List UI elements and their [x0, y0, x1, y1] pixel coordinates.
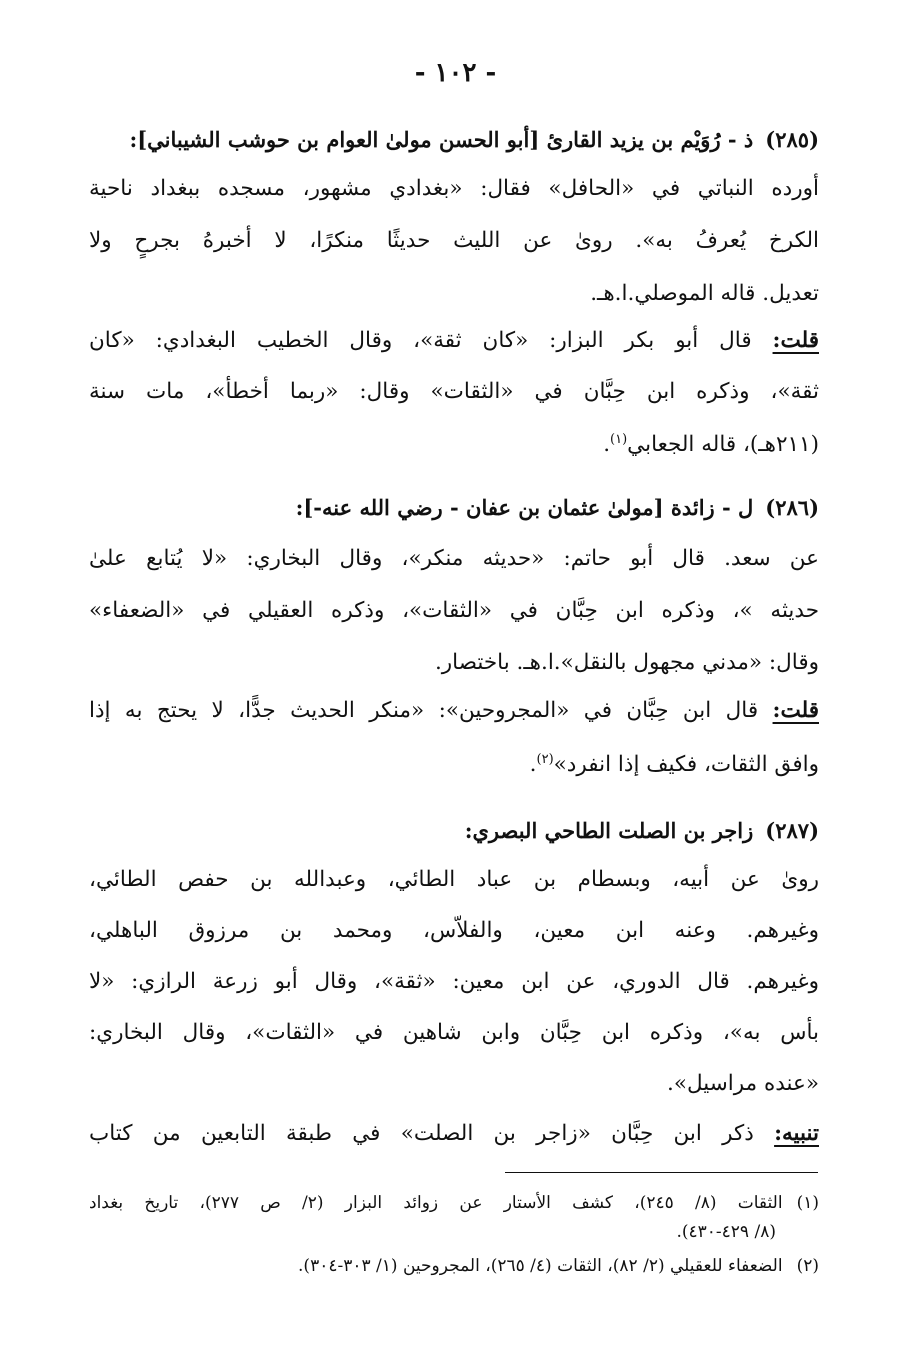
entry-number: (٢٨٥) [765, 127, 819, 152]
footnote-number: (٢) [796, 1256, 819, 1276]
body-line [89, 753, 819, 776]
body-text: وافق الثقات، فكيف إذا انفرد» [553, 752, 819, 778]
qult-label: قلت: [772, 698, 819, 723]
body-line: أورده النباتي في «الحافل» فقال: «بغدادي مشهور، مسجده ببغداد ناحية [89, 176, 819, 201]
body-line: الكرخ يُعرفُ به». روىٰ عن الليث حديثًا منكرًا، لا أخبرهُ بجرحٍ ولا [89, 228, 819, 253]
footnote-ref[interactable]: (١) [610, 432, 628, 447]
entry-heading [89, 495, 819, 520]
footnote-number: (١) [796, 1193, 819, 1213]
entry-title: ل - زائدة [مولىٰ عثمان بن عفان - رضي الله عنه-]: [295, 495, 754, 520]
tanbih-text: ذكر ابن حِبَّان «زاجر بن الصلت» في طبقة التابعين من كتاب [89, 1121, 754, 1146]
entry-number: (٢٨٧) [765, 818, 819, 843]
footnote-line [89, 1256, 819, 1276]
footnote-text: الثقات (٨/ ٢٤٥)، كشف الأستار عن زوائد البزار (٢/ ص ٢٧٧)، تاريخ بغداد [89, 1193, 783, 1213]
body-text: (٢١١هـ)، قاله الجعابي [627, 432, 819, 458]
end-mark: . [603, 432, 611, 458]
tanbih-label: تنبيه: [774, 1121, 819, 1146]
body-line [89, 433, 819, 456]
footnote-line: (٨/ ٤٢٩-٤٣٠). [676, 1222, 776, 1242]
footnote-line [89, 1193, 819, 1213]
body-line: وغيرهم. قال الدوري، عن ابن معين: «ثقة»، وقال أبو زرعة الرازي: «لا [89, 969, 820, 994]
body-line: حديثه »، وذكره ابن حِبَّان في «الثقات»، وذكره العقيلي في «الضعفاء» [89, 598, 819, 623]
body-line: بأس به»، وذكره ابن حِبَّان وابن شاهين في «الثقات»، وقال البخاري: [89, 1020, 819, 1045]
qult-line [89, 330, 819, 352]
qult-line [89, 700, 819, 722]
entry-heading [89, 818, 819, 843]
entry-title: زاجر بن الصلت الطاحي البصري: [464, 818, 754, 843]
body-line: وغيرهم. وعنه ابن معين، والفلاّس، ومحمد بن مرزوق الباهلي، [89, 918, 819, 943]
body-line: «عنده مراسيل». [667, 1071, 819, 1096]
tanbih-line [89, 1123, 819, 1145]
qult-text: قال ابن حِبَّان في «المجروحين»: «منكر الحديث جدًّا، لا يحتج به إذا [89, 698, 759, 723]
body-line: تعديل. قاله الموصلي.ا.هـ. [590, 281, 819, 306]
qult-text: قال أبو بكر البزار: «كان ثقة»، وقال الخطيب البغدادي: «كان [89, 328, 752, 353]
body-line: روىٰ عن أبيه، وبسطام بن عباد الطائي، وعبدالله بن حفص الطائي، [89, 867, 819, 892]
end-mark: . [529, 752, 537, 778]
body-line: ثقة»، وذكره ابن حِبَّان في «الثقات» وقال: «ربما أخطأ»، مات سنة [89, 379, 819, 404]
body-line: وقال: «مدني مجهول بالنقل».ا.هـ. باختصار. [434, 650, 819, 675]
footnote-ref[interactable]: (٢) [536, 752, 554, 767]
page-number: - ١٠٢ - [414, 58, 497, 88]
qult-label: قلت: [772, 328, 819, 353]
entry-number: (٢٨٦) [765, 495, 819, 520]
footnote-text: الضعفاء للعقيلي (٢/ ٨٢)، الثقات (٤/ ٢٦٥)، المجروحين (١/ ٣٠٣-٣٠٤). [298, 1256, 783, 1276]
entry-heading [89, 127, 819, 152]
footnote-separator [505, 1172, 818, 1173]
body-line: عن سعد. قال أبو حاتم: «حديثه منكر»، وقال البخاري: «لا يُتابع علىٰ [89, 546, 819, 571]
entry-title: ذ - رُوَيْم بن يزيد القارئ [أبو الحسن مولىٰ العوام بن حوشب الشيباني]: [129, 127, 754, 152]
